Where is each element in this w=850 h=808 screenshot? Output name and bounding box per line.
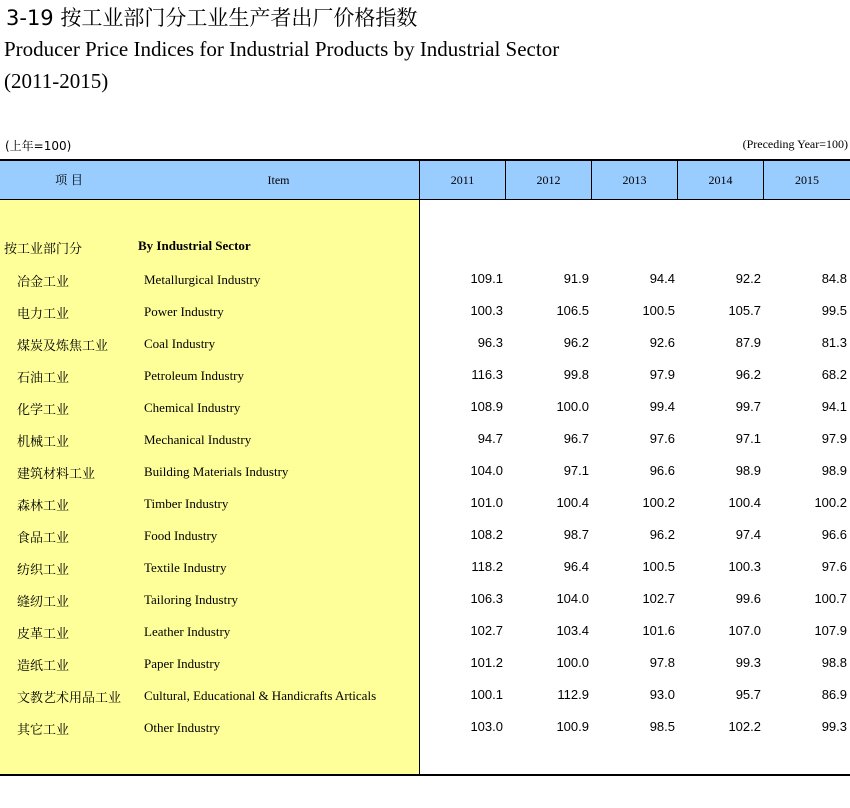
value-cell-2015: 100.7 — [814, 591, 847, 606]
value-cell-2015: 107.9 — [814, 623, 847, 638]
table-row — [0, 334, 850, 366]
table-row — [0, 558, 850, 590]
value-cell-2014: 99.7 — [735, 399, 761, 414]
value-cell-2013: 102.7 — [642, 591, 675, 606]
value-cell-2013: 92.6 — [649, 335, 675, 350]
value-cell-2012: 104.0 — [556, 591, 589, 606]
value-cell-2012: 96.4 — [563, 559, 589, 574]
table-row — [0, 622, 850, 654]
table-row — [0, 686, 850, 718]
row-label-english: Chemical Industry — [144, 400, 241, 415]
bottom-rule — [0, 774, 850, 776]
value-cell-2011: 103.0 — [470, 719, 503, 734]
sector-heading-english: By Industrial Sector — [138, 238, 251, 253]
value-cell-2015: 97.9 — [821, 431, 847, 446]
value-cell-2015: 96.6 — [821, 527, 847, 542]
row-label-english: Petroleum Industry — [144, 368, 245, 383]
row-label-english: Paper Industry — [144, 656, 221, 671]
value-cell-2013: 97.6 — [649, 431, 675, 446]
row-label-chinese: 森林工业 — [17, 499, 70, 514]
table-row — [0, 430, 850, 462]
table-header — [0, 161, 850, 200]
header-item-chinese: 项 目 — [55, 173, 83, 187]
row-label-chinese: 纺织工业 — [17, 563, 70, 578]
value-cell-2012: 98.7 — [563, 527, 589, 542]
value-cell-2013: 96.6 — [649, 463, 675, 478]
value-cell-2014: 107.0 — [728, 623, 761, 638]
value-cell-2011: 96.3 — [477, 335, 503, 350]
row-label-chinese: 食品工业 — [17, 531, 70, 546]
value-cell-2013: 99.4 — [649, 399, 675, 414]
row-label-english: Textile Industry — [144, 560, 227, 575]
row-label-english: Timber Industry — [144, 496, 229, 511]
value-cell-2012: 96.7 — [563, 431, 589, 446]
header-year-2013: 2013 — [622, 173, 647, 187]
value-cell-2012: 97.1 — [563, 463, 589, 478]
header-year-2014: 2014 — [708, 173, 733, 187]
value-cell-2013: 100.2 — [642, 495, 675, 510]
value-cell-2011: 102.7 — [470, 623, 503, 638]
table-title-english: Producer Price Indices for Industrial Products by Industrial Sector — [4, 37, 560, 61]
value-cell-2013: 100.5 — [642, 303, 675, 318]
row-label-chinese: 其它工业 — [17, 723, 70, 738]
value-cell-2015: 99.5 — [821, 303, 847, 318]
value-cell-2012: 100.0 — [556, 655, 589, 670]
value-cell-2013: 94.4 — [649, 271, 675, 286]
value-cell-2012: 112.9 — [557, 687, 589, 702]
header-year-2012: 2012 — [536, 173, 561, 187]
value-cell-2013: 101.6 — [642, 623, 675, 638]
value-cell-2015: 98.8 — [821, 655, 847, 670]
header-year-2015: 2015 — [795, 173, 819, 187]
value-cell-2012: 100.0 — [556, 399, 589, 414]
value-cell-2012: 96.2 — [563, 335, 589, 350]
table-title-chinese: 3-19 按工业部门分工业生产者出厂价格指数 — [6, 6, 418, 30]
value-cell-2015: 81.3 — [821, 335, 847, 350]
table-row — [0, 654, 850, 686]
row-label-chinese: 冶金工业 — [17, 275, 70, 290]
value-cell-2013: 97.8 — [649, 655, 675, 670]
value-cell-2013: 97.9 — [649, 367, 675, 382]
table-row — [0, 302, 850, 334]
table-row — [0, 526, 850, 558]
row-label-english: Building Materials Industry — [144, 464, 289, 479]
value-cell-2014: 97.4 — [735, 527, 761, 542]
table-row — [0, 270, 850, 302]
value-cell-2014: 100.4 — [728, 495, 761, 510]
value-cell-2013: 100.5 — [642, 559, 675, 574]
row-label-chinese: 电力工业 — [17, 307, 70, 322]
value-cell-2011: 108.2 — [470, 527, 503, 542]
value-cell-2011: 101.2 — [470, 655, 503, 670]
value-cell-2012: 106.5 — [556, 303, 589, 318]
value-cell-2015: 84.8 — [821, 271, 847, 286]
row-label-chinese: 煤炭及炼焦工业 — [17, 339, 109, 354]
value-cell-2014: 92.2 — [735, 271, 761, 286]
value-cell-2014: 102.2 — [728, 719, 761, 734]
row-label-english: Coal Industry — [144, 336, 216, 351]
value-cell-2015: 68.2 — [821, 367, 847, 382]
row-label-english: Tailoring Industry — [144, 592, 239, 607]
table-row — [0, 366, 850, 398]
value-cell-2015: 98.9 — [821, 463, 847, 478]
row-label-english: Mechanical Industry — [144, 432, 252, 447]
value-cell-2014: 105.7 — [728, 303, 761, 318]
table-row — [0, 462, 850, 494]
table-row — [0, 718, 850, 750]
row-label-chinese: 机械工业 — [17, 435, 70, 450]
sector-heading-chinese: 按工业部门分 — [4, 242, 83, 257]
value-cell-2011: 106.3 — [470, 591, 503, 606]
value-cell-2014: 100.3 — [728, 559, 761, 574]
value-cell-2014: 95.7 — [735, 687, 761, 702]
value-cell-2013: 93.0 — [649, 687, 675, 702]
value-cell-2012: 99.8 — [563, 367, 589, 382]
value-cell-2011: 100.3 — [470, 303, 503, 318]
value-cell-2014: 87.9 — [735, 335, 761, 350]
row-label-english: Food Industry — [144, 528, 218, 543]
row-label-chinese: 石油工业 — [17, 371, 70, 386]
value-cell-2011: 104.0 — [470, 463, 503, 478]
row-label-chinese: 造纸工业 — [17, 659, 70, 674]
row-label-chinese: 文教艺术用品工业 — [17, 691, 122, 706]
table-year-range: (2011-2015) — [4, 69, 109, 93]
value-cell-2012: 100.9 — [556, 719, 589, 734]
row-label-english: Metallurgical Industry — [144, 272, 261, 287]
value-cell-2011: 101.0 — [470, 495, 503, 510]
value-cell-2013: 96.2 — [649, 527, 675, 542]
value-cell-2014: 98.9 — [735, 463, 761, 478]
value-cell-2012: 100.4 — [556, 495, 589, 510]
value-cell-2015: 100.2 — [814, 495, 847, 510]
value-cell-2012: 103.4 — [556, 623, 589, 638]
header-item-english: Item — [267, 173, 290, 187]
value-cell-2014: 99.3 — [735, 655, 761, 670]
row-label-english: Leather Industry — [144, 624, 231, 639]
row-label-chinese: 缝纫工业 — [17, 595, 70, 610]
row-label-chinese: 建筑材料工业 — [17, 467, 96, 482]
value-cell-2011: 100.1 — [470, 687, 503, 702]
base-note-chinese: (上年=100) — [5, 139, 72, 153]
value-cell-2011: 108.9 — [470, 399, 503, 414]
value-cell-2011: 109.1 — [470, 271, 503, 286]
value-cell-2011: 116.3 — [471, 367, 503, 382]
header-year-2011: 2011 — [450, 173, 475, 187]
row-label-chinese: 皮革工业 — [17, 627, 70, 642]
value-cell-2014: 96.2 — [735, 367, 761, 382]
value-cell-2015: 97.6 — [821, 559, 847, 574]
table-row — [0, 590, 850, 622]
value-cell-2012: 91.9 — [563, 271, 589, 286]
value-cell-2011: 118.2 — [471, 559, 503, 574]
row-label-english: Cultural, Educational & Handicrafts Articals — [144, 688, 377, 703]
value-cell-2014: 97.1 — [735, 431, 761, 446]
value-cell-2011: 94.7 — [477, 431, 503, 446]
value-cell-2013: 98.5 — [649, 719, 675, 734]
value-cell-2015: 94.1 — [821, 399, 847, 414]
row-label-chinese: 化学工业 — [17, 403, 70, 418]
table-row — [0, 398, 850, 430]
value-cell-2015: 99.3 — [821, 719, 847, 734]
value-cell-2015: 86.9 — [821, 687, 847, 702]
base-note-english: (Preceding Year=100) — [742, 137, 848, 151]
table-row — [0, 494, 850, 526]
value-cell-2014: 99.6 — [735, 591, 761, 606]
row-label-english: Other Industry — [144, 720, 221, 735]
row-label-english: Power Industry — [144, 304, 224, 319]
